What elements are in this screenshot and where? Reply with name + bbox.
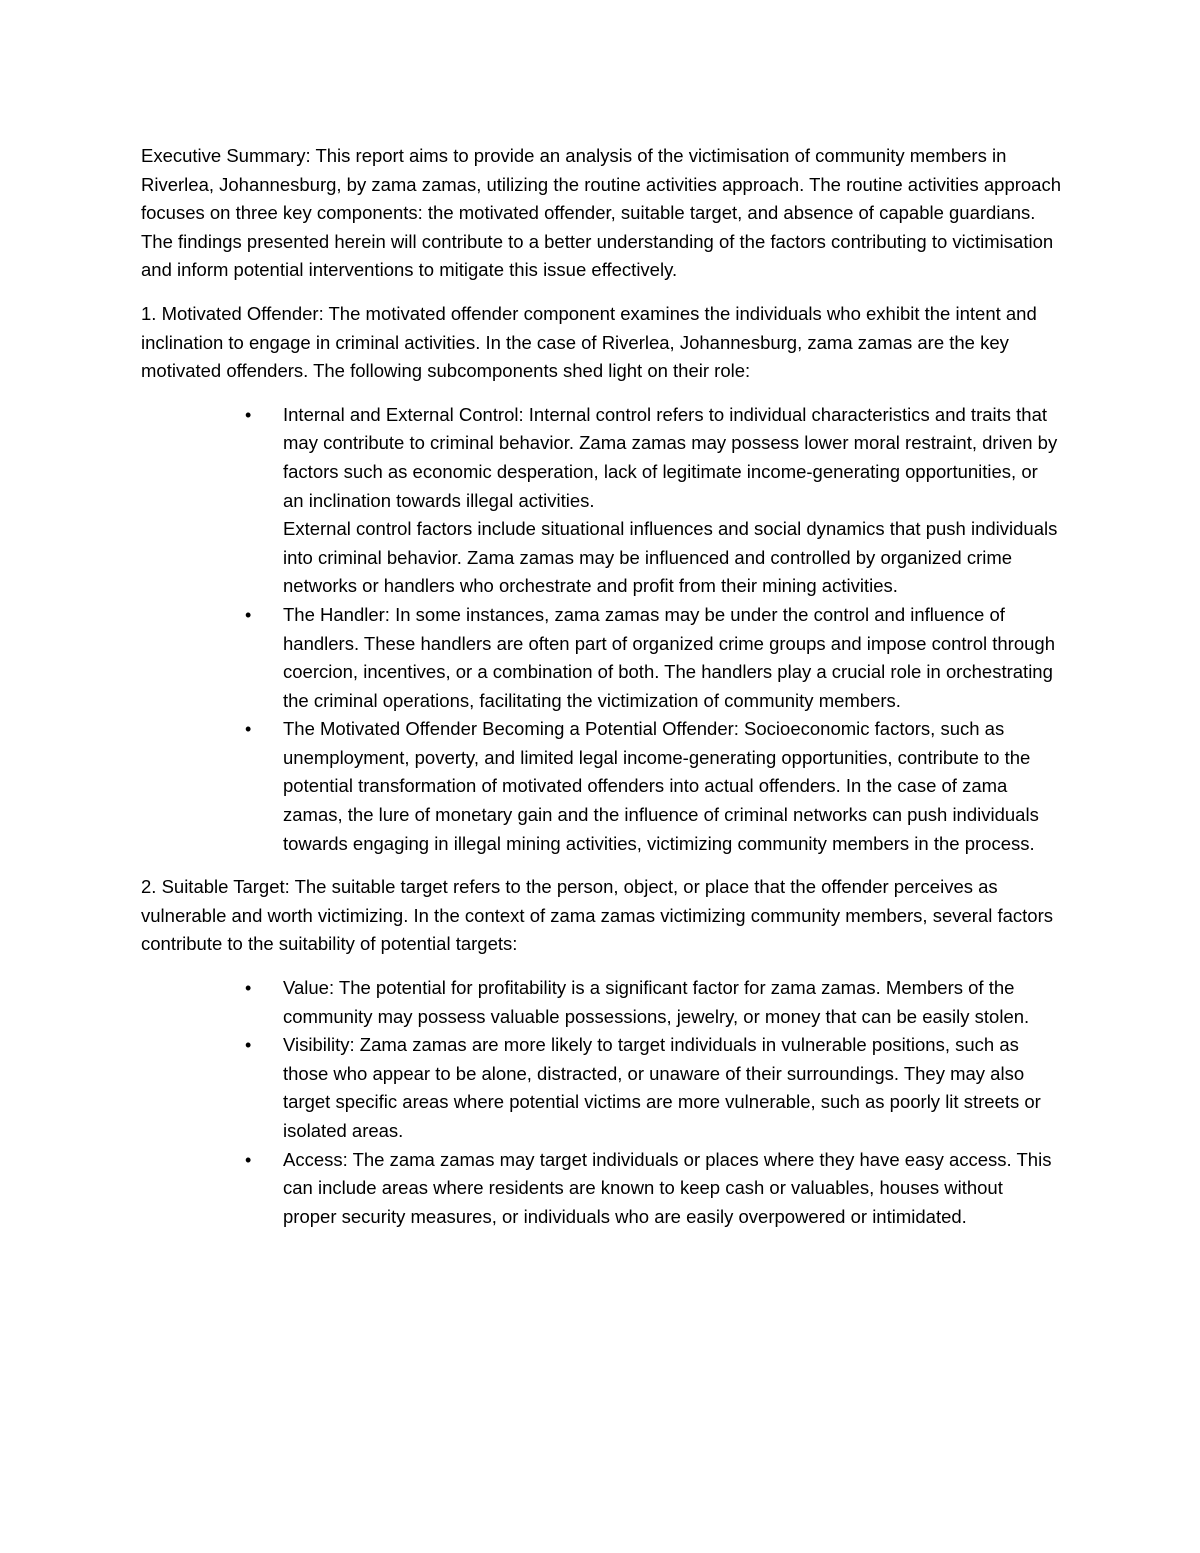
bullet-icon: • <box>245 604 252 625</box>
bullet-icon: • <box>245 1149 252 1170</box>
bullet-icon: • <box>245 978 252 999</box>
list-item-text: Access: The zama zamas may target individuals or places where they have easy access. This can include areas where residents are known to keep cash or valuables, houses without proper security measures, or individuals who are easily overpowered or intimidated. <box>283 1148 1052 1227</box>
list-item-text: The Motivated Offender Becoming a Potential Offender: Socioeconomic factors, such as unemployment, poverty, and limited legal income-generating opportunities, contribute to the potential transformation of motivated offenders into actual offenders. In the case of zama zamas, the lure of monetary gain and the influence of criminal networks can push individuals towards engaging in illegal mining activities, victimizing community members in the process. <box>283 718 1039 854</box>
bullet-icon: • <box>245 1035 252 1056</box>
list-item-continuation: External control factors include situational influences and social dynamics that push individuals into criminal behavior. Zama zamas may be influenced and controlled by organized crime networks or handlers who orchestrate and profit from their mining activities. <box>283 518 1058 597</box>
executive-summary-paragraph: Executive Summary: This report aims to provide an analysis of the victimisation of community members in Riverlea, Johannesburg, by zama zamas, utilizing the routine activities approach. The routine activities approach focuses on three key components: the motivated offender, suitable target, and absence of capable guardians. The findings presented herein will contribute to a better understanding of the factors contributing to victimisation and inform potential interventions to mitigate this issue effectively. <box>141 145 1062 281</box>
list-item <box>245 401 1061 601</box>
list-item <box>245 601 1061 715</box>
list-item-text: Value: The potential for profitability is a significant factor for zama zamas. Members of the community may possess valuable possessions, jewelry, or money that can be easily stolen. <box>283 977 1030 1027</box>
section-2-intro-paragraph: 2. Suitable Target: The suitable target refers to the person, object, or place that the offender perceives as vulnerable and worth victimizing. In the context of zama zamas victimizing community members, several factors contribute to the suitability of potential targets: <box>141 876 1053 955</box>
list-item <box>245 1146 1061 1232</box>
section-1-bullet-list <box>141 401 1061 859</box>
bullet-icon: • <box>245 719 252 740</box>
list-item-text: The Handler: In some instances, zama zamas may be under the control and influence of handlers. These handlers are often part of organized crime groups and impose control through coercion, incentives, or a combination of both. The handlers play a crucial role in orchestrating the criminal operations, facilitating the victimization of community members. <box>283 603 1055 711</box>
list-item-text: Internal and External Control: Internal control refers to individual characteristics and traits that may contribute to criminal behavior. Zama zamas may possess lower moral restraint, driven by factors such as economic desperation, lack of legitimate income-generating opportunities, or an inclination towards illegal activities. <box>283 403 1058 511</box>
list-item <box>245 715 1061 858</box>
list-item <box>245 974 1061 1031</box>
section-1-intro-paragraph: 1. Motivated Offender: The motivated offender component examines the individuals who exhibit the intent and inclination to engage in criminal activities. In the case of Riverlea, Johannesburg, zama zamas are the key motivated offenders. The following subcomponents shed light on their role: <box>141 302 1037 382</box>
section-2-bullet-list <box>141 974 1061 1231</box>
document-body <box>141 142 1061 1246</box>
list-item <box>245 1031 1061 1145</box>
bullet-icon: • <box>245 404 252 425</box>
list-item-text: Visibility: Zama zamas are more likely to target individuals in vulnerable positions, such as those who appear to be alone, distracted, or unaware of their surroundings. They may also target specific areas where potential victims are more vulnerable, such as poorly lit streets or isolated areas. <box>283 1034 1041 1141</box>
